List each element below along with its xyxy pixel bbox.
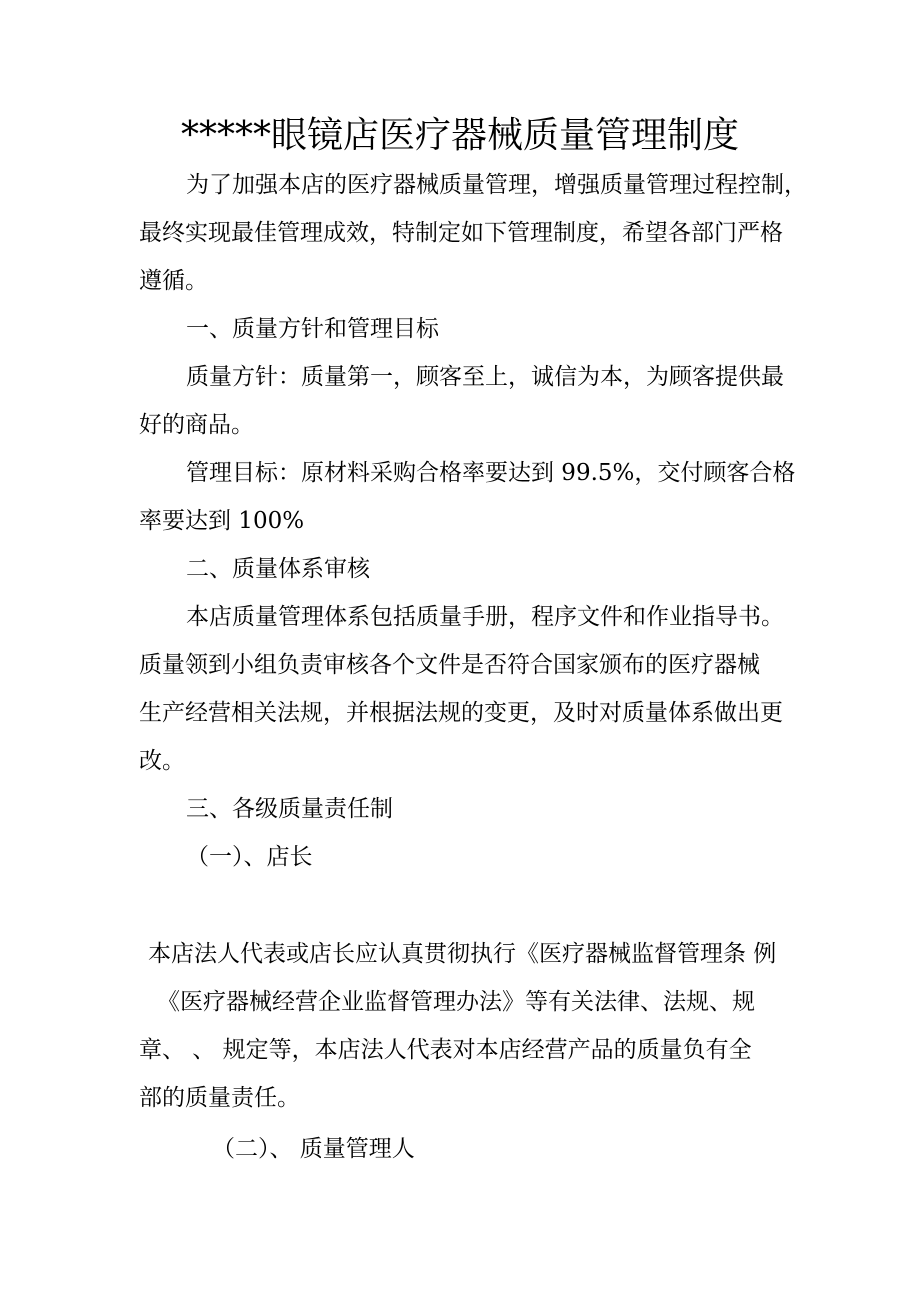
policy-line: 质量方针：质量第一，顾客至上，诚信为本，为顾客提供最 xyxy=(186,364,784,390)
section2-line: 改。 xyxy=(139,748,185,774)
target-line: 率要达到 100% xyxy=(139,508,305,534)
section2-line: 生产经营相关法规，并根据法规的变更，及时对质量体系做出更 xyxy=(139,700,783,726)
subsection1-line: 《医疗器械经营企业监督管理办法》等有关法律、法规、规 xyxy=(157,989,755,1015)
section-heading: 二、质量体系审核 xyxy=(186,556,370,582)
intro-line: 为了加强本店的医疗器械质量管理，增强质量管理过程控制， xyxy=(186,172,807,198)
subsection-heading: （二）、 质量管理人 xyxy=(212,1136,415,1162)
intro-line: 遵循。 xyxy=(139,268,208,294)
target-line: 管理目标：原材料采购合格率要达到 99.5%，交付顾客合格 xyxy=(186,460,796,486)
document-title: *****眼镜店医疗器械质量管理制度 xyxy=(180,115,739,156)
subsection-heading: （一）、店长 xyxy=(186,844,313,870)
section-heading: 三、各级质量责任制 xyxy=(186,796,393,822)
subsection1-line: 章、 、 规定等，本店法人代表对本店经营产品的质量负有全 xyxy=(139,1037,752,1063)
subsection1-line: 部的质量责任。 xyxy=(139,1085,300,1111)
section-heading: 一、质量方针和管理目标 xyxy=(186,316,439,342)
section2-line: 本店质量管理体系包括质量手册，程序文件和作业指导书。 xyxy=(186,604,784,630)
intro-line: 最终实现最佳管理成效，特制定如下管理制度，希望各部门严格 xyxy=(139,220,783,246)
section2-line: 质量领到小组负责审核各个文件是否符合国家颁布的医疗器械 xyxy=(139,652,760,678)
subsection1-line: 本店法人代表或店长应认真贯彻执行《医疗器械监督管理条 例 xyxy=(148,941,777,967)
policy-line: 好的商品。 xyxy=(139,412,254,438)
